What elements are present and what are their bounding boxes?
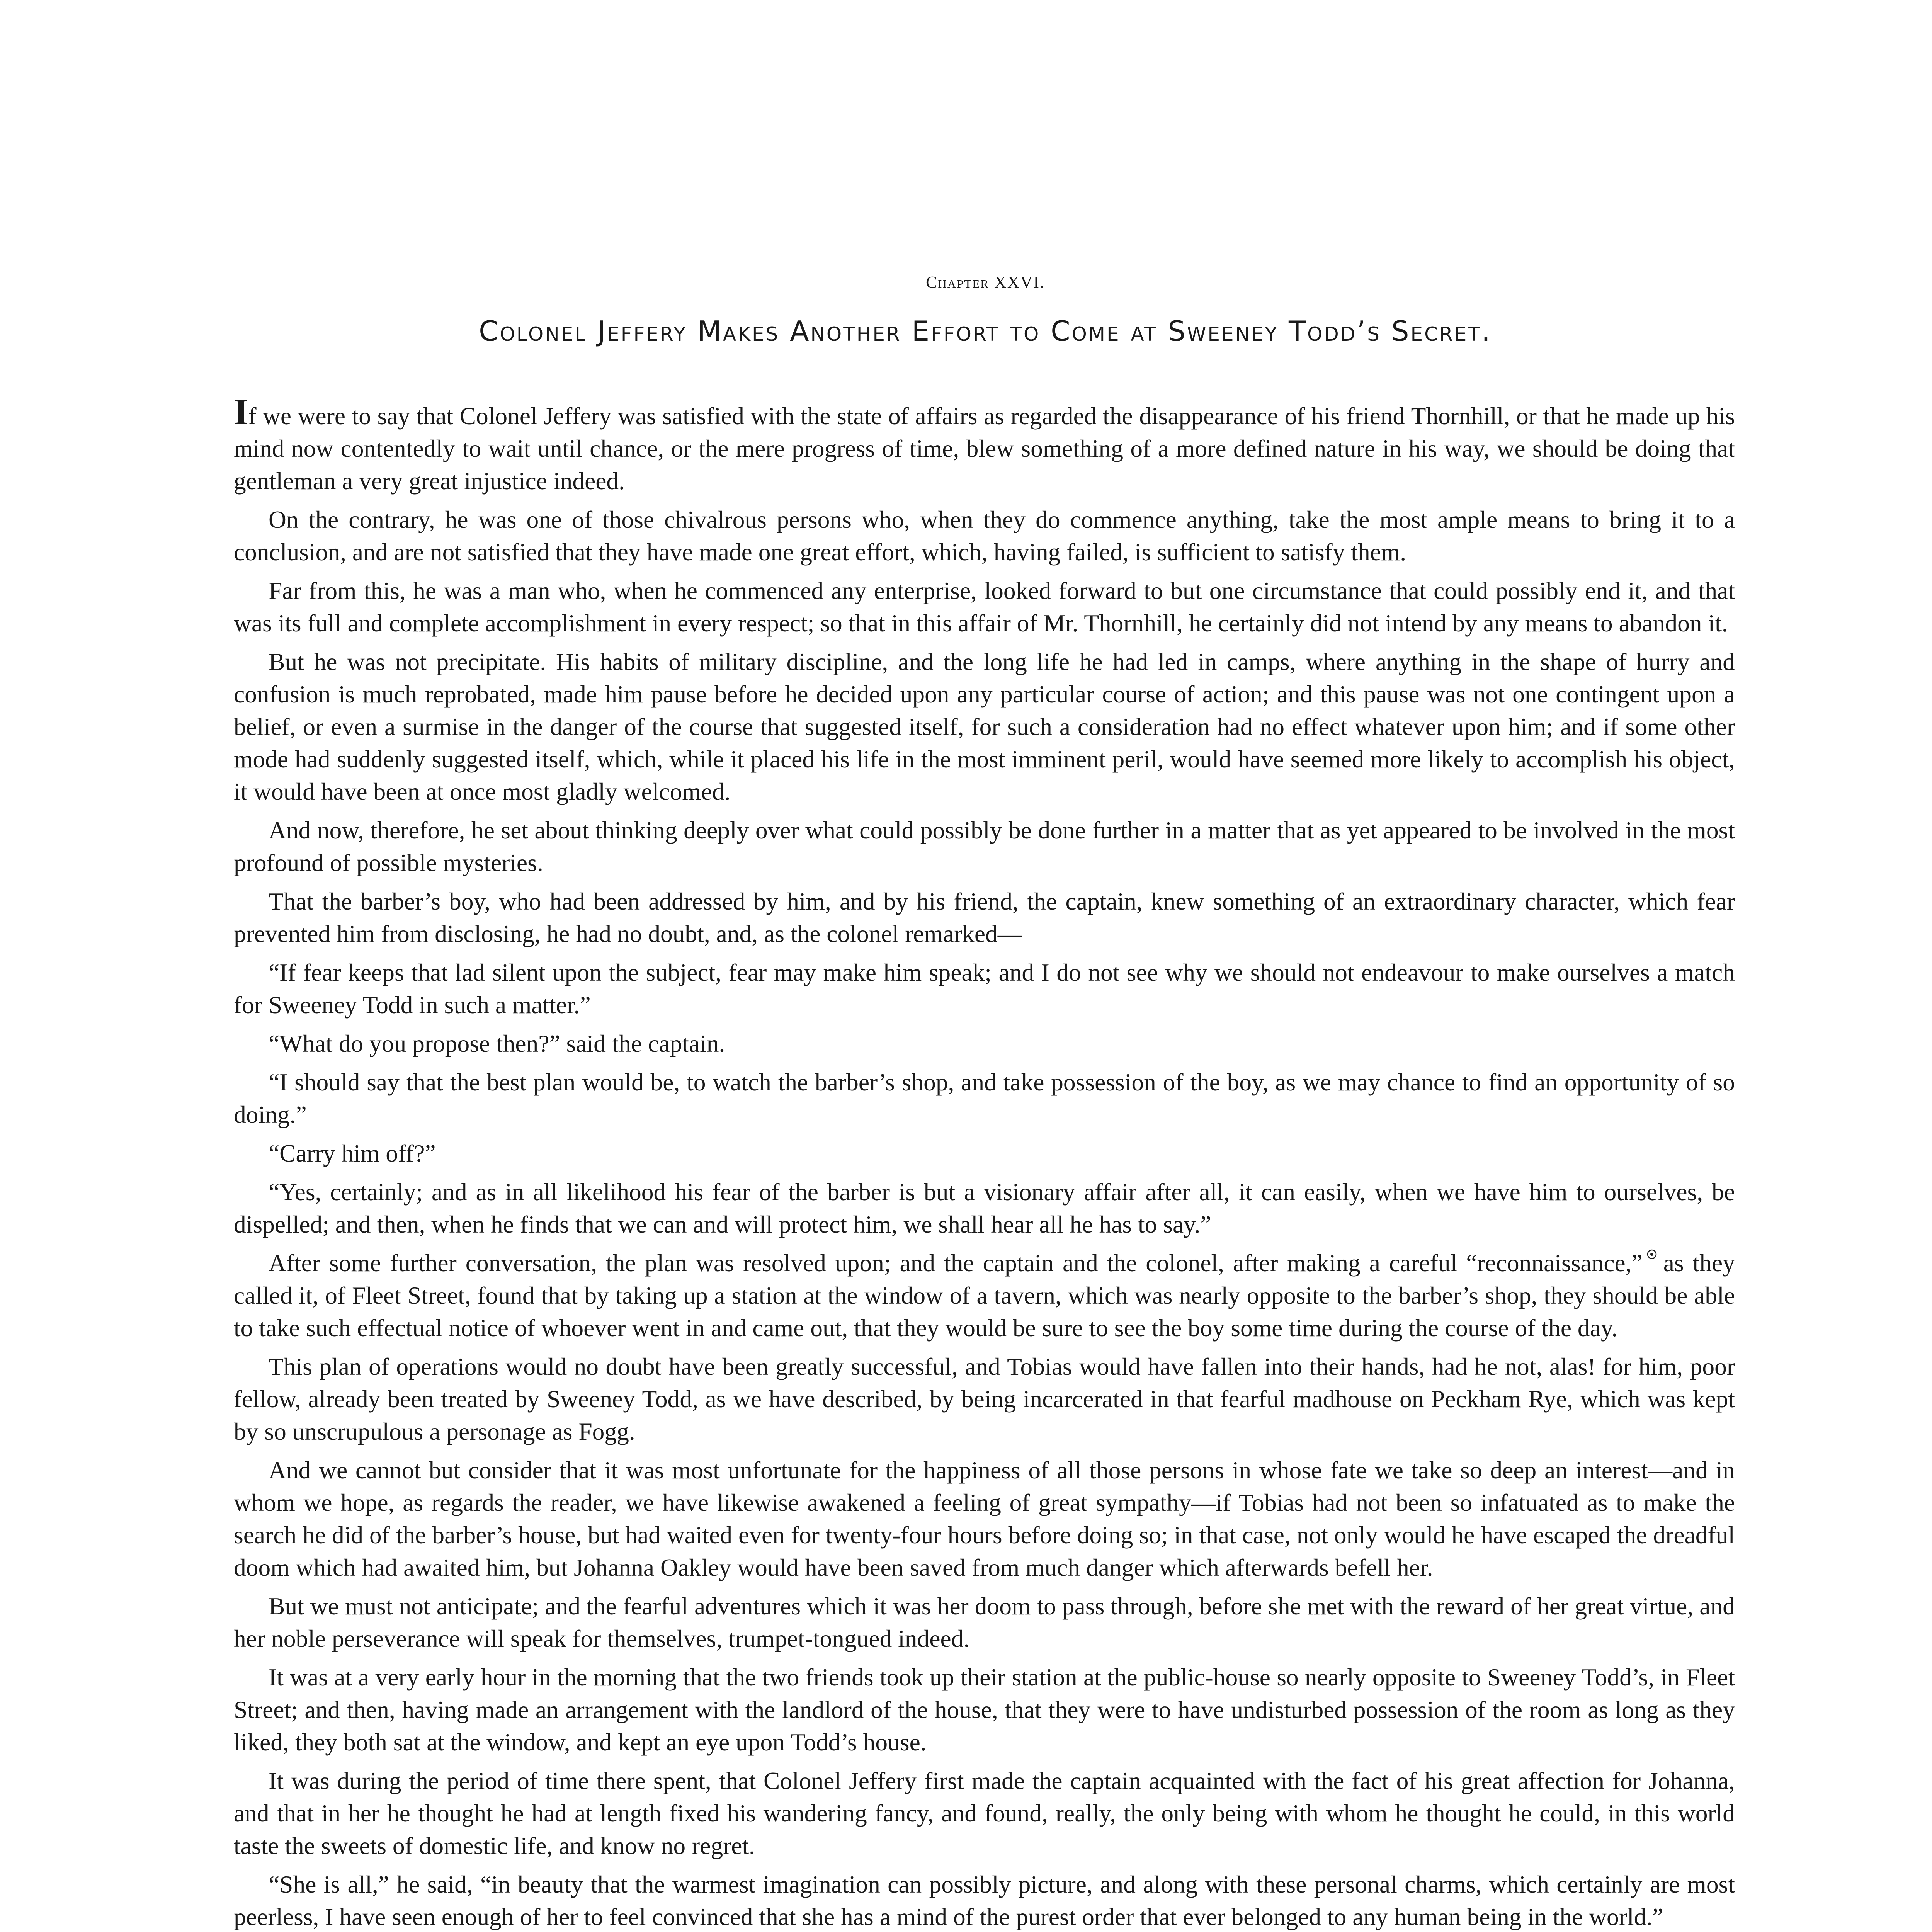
- paragraph: And now, therefore, he set about thinking deeply over what could possibly be done further in a matter that as yet appeared to be involved in the most profound of possible mysteries.: [234, 816, 1735, 876]
- paragraph: “I should say that the best plan would be, to watch the barber’s shop, and take possession of the boy, as we may chance to find an opportunity of so doing.”: [234, 1068, 1735, 1128]
- paragraph: But we must not anticipate; and the fearful adventures which it was her doom to pass through, before she met with the reward of her great virtue, and her noble perseverance will speak for themselves, trumpet-tongued indeed.: [234, 1592, 1735, 1652]
- chapter-text: [234, 391, 1735, 1932]
- chapter-number: Chapter XXVI.: [926, 273, 1045, 292]
- paragraph: It was during the period of time there spent, that Colonel Jeffery first made the captain acquainted with the fact of his great affection for Johanna, and that in her he thought he had at length fixed his wandering fancy, and found, really, the only being with whom he thought he could, in this world taste the sweets of domestic life, and know no regret.: [234, 1767, 1735, 1859]
- paragraph: But he was not precipitate. His habits of military discipline, and the long life he had led in camps, where anything in the shape of hurry and confusion is much reprobated, made him pause before he decided upon any particular course of action; and this pause was not one contingent upon a belief, or even a surmise in the danger of the course that suggested itself, for such a consideration had no effect whatever upon him; and if some other mode had suddenly suggested itself, which, while it placed his life in the most imminent peril, would have seemed more likely to accomplish his object, it would have been at once most gladly welcomed.: [234, 648, 1735, 805]
- paragraph-text: as they called it, of Fleet Street, found that by taking up a station at the window of a tavern, which was nearly opposite to the barber’s shop, they should be able to take such effectual notice of whoever went in and came out, that they would be sure to see the boy some time during the course of the day.: [234, 1249, 1735, 1342]
- paragraph: It was at a very early hour in the morning that the two friends took up their station at the public-house so nearly opposite to Sweeney Todd’s, in Fleet Street; and then, having made an arrangement with the landlord of the house, that they were to have undisturbed possession of the room as long as they liked, they both sat at the window, and kept an eye upon Todd’s house.: [234, 1663, 1735, 1756]
- paragraph: “If fear keeps that lad silent upon the subject, fear may make him speak; and I do not see why we should not endeavour to make ourselves a match for Sweeney Todd in such a matter.”: [234, 959, 1735, 1019]
- paragraph: “She is all,” he said, “in beauty that the warmest imagination can possibly picture, and along with these personal charms, which certainly are most peerless, I have seen enough of her to feel convinced that she has a mind of the purest order that ever belonged to any human being in the world.”: [234, 1871, 1735, 1930]
- paragraph: On the contrary, he was one of those chivalrous persons who, when they do commence anything, take the most ample means to bring it to a conclusion, and are not satisfied that they have made one great effort, which, having failed, is sufficient to satisfy them.: [234, 506, 1735, 566]
- paragraph: “Yes, certainly; and as in all likelihood his fear of the barber is but a visionary affair after all, it can easily, when we have him to ourselves, be dispelled; and then, when he finds that we can and will protect him, we shall hear all he has to say.”: [234, 1178, 1735, 1238]
- paragraph: [234, 391, 1735, 497]
- chapter-title: Colonel Jeffery Makes Another Effort to Come at Sweeney Todd’s Secret.: [479, 315, 1492, 347]
- paragraph: “Carry him off?”: [269, 1139, 436, 1167]
- paragraph: [234, 1247, 1735, 1344]
- paragraph-text: f we were to say that Colonel Jeffery was satisfied with the state of affairs as regarded the disappearance of his friend Thornhill, or that he made up his mind now contentedly to wait until chance, or the mere progress of time, blew something of a more defined nature in his way, we should be doing that gentleman a very great injustice indeed.: [234, 402, 1735, 495]
- paragraph: That the barber’s boy, who had been addressed by him, and by his friend, the captain, knew something of an extraordinary character, which fear prevented him from disclosing, he had no doubt, and, as the colonel remarked—: [234, 888, 1735, 947]
- paragraph-text: After some further conversation, the plan was resolved upon; and the captain and the colonel, after making a careful “reconnaissance,”: [269, 1249, 1643, 1277]
- paragraph: And we cannot but consider that it was most unfortunate for the happiness of all those persons in whose fate we take so deep an interest—and in whom we hope, as regards the reader, we have likewise awakened a feeling of great sympathy—if Tobias had not been so infatuated as to make the search he did of the barber’s house, but had waited even for twenty-four hours before doing so; in that case, not only would he have escaped the dreadful doom which had awaited him, but Johanna Oakley would have been saved from much danger which afterwards befell her.: [234, 1456, 1735, 1581]
- paragraph: Far from this, he was a man who, when he commenced any enterprise, looked forward to but one circumstance that could possibly end it, and that was its full and complete accomplishment in every respect; so that in this affair of Mr. Thornhill, he certainly did not intend by any means to abandon it.: [234, 577, 1735, 637]
- footnote-mark-icon[interactable]: [1646, 1248, 1658, 1260]
- initial-letter: I: [234, 391, 248, 432]
- paragraph: This plan of operations would no doubt have been greatly successful, and Tobias would have fallen into their hands, had he not, alas! for him, poor fellow, already been treated by Sweeney Todd, as we have described, by being incarcerated in that fearful madhouse on Peckham Rye, which was kept by so unscrupulous a personage as Fogg.: [234, 1353, 1735, 1445]
- paragraph: “What do you propose then?” said the captain.: [269, 1030, 725, 1057]
